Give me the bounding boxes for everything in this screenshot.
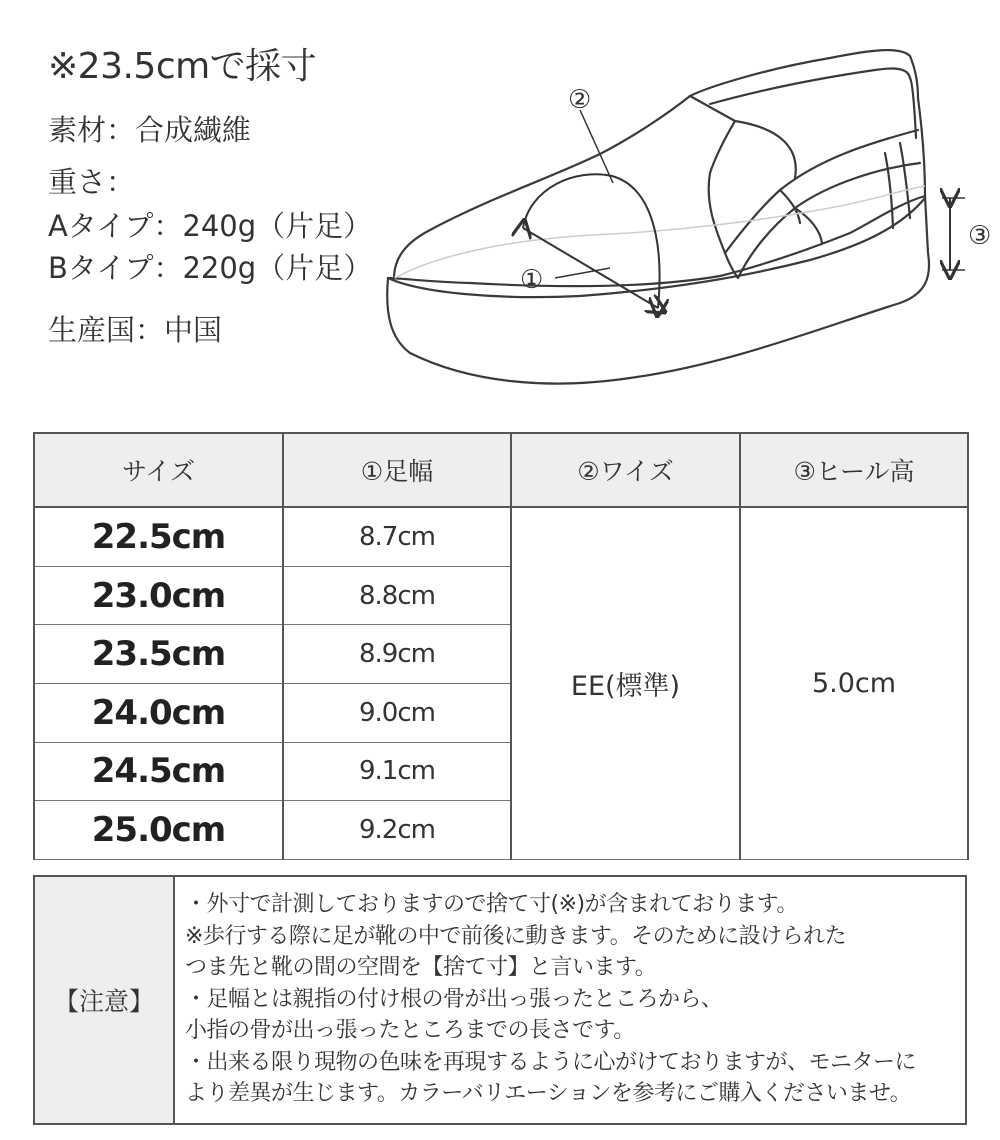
size-cell: 24.5cm — [34, 742, 283, 801]
size-cell: 23.0cm — [34, 566, 283, 625]
foot-width-cell: 9.2cm — [283, 801, 511, 860]
notes-box — [33, 875, 967, 1125]
note-line: ・足幅とは親指の付け根の骨が出っ張ったところから、 — [185, 986, 723, 1012]
size-cell: 23.5cm — [34, 625, 283, 684]
note-line: つま先と靴の間の空間を【捨て寸】と言います。 — [185, 955, 657, 980]
spec-material: 素材：合成繊維 — [48, 113, 252, 147]
wise-cell: EE(標準) — [511, 507, 740, 860]
shoe-diagram — [380, 38, 1000, 398]
note-line: 小指の骨が出っ張ったところまでの長さです。 — [185, 1018, 635, 1043]
note-line: ・出来る限り現物の色味を再現するように心がけておりますが、モニターに — [185, 1049, 917, 1075]
size-table — [33, 432, 969, 860]
marker-3: ③ — [968, 221, 992, 251]
size-cell: 22.5cm — [34, 507, 283, 566]
header-foot-width: ①足幅 — [283, 433, 511, 507]
marker-2: ② — [568, 85, 592, 115]
foot-width-cell: 8.7cm — [283, 507, 511, 566]
shoe-upper — [394, 96, 738, 278]
spec-origin: 生産国：中国 — [48, 313, 223, 347]
spec-weight-b: Bタイプ：220g（片足） — [48, 251, 373, 285]
foot-width-cell: 9.0cm — [283, 683, 511, 742]
shoe-sole — [387, 196, 929, 384]
note-line: ・外寸で計測しておりますので捨て寸(※)が含まれております。 — [185, 892, 798, 917]
heel-height-cell: 5.0cm — [740, 507, 968, 860]
foot-width-cell: 8.8cm — [283, 566, 511, 625]
spec-title: ※23.5cmで採寸 — [48, 46, 317, 87]
size-cell: 24.0cm — [34, 683, 283, 742]
table-header-row — [34, 433, 968, 507]
note-line: より差異が生じます。カラーバリエーションを参考にご購入くださいませ。 — [185, 1081, 912, 1106]
table-row — [34, 507, 968, 566]
spec-weight-a: Aタイプ：240g（片足） — [48, 209, 373, 243]
header-wise: ②ワイズ — [511, 433, 740, 507]
foot-width-cell: 8.9cm — [283, 625, 511, 684]
spec-weight-label: 重さ： — [48, 165, 136, 199]
header-size: サイズ — [34, 433, 283, 507]
note-line: ※歩行する際に足が靴の中で前後に動きます。そのために設けられた — [185, 923, 847, 949]
notes-body — [175, 877, 965, 1123]
size-cell: 25.0cm — [34, 801, 283, 860]
header-heel-height: ③ヒール高 — [740, 433, 968, 507]
notes-label: 【注意】 — [35, 877, 175, 1123]
marker-1: ① — [520, 265, 544, 295]
foot-width-cell: 9.1cm — [283, 742, 511, 801]
